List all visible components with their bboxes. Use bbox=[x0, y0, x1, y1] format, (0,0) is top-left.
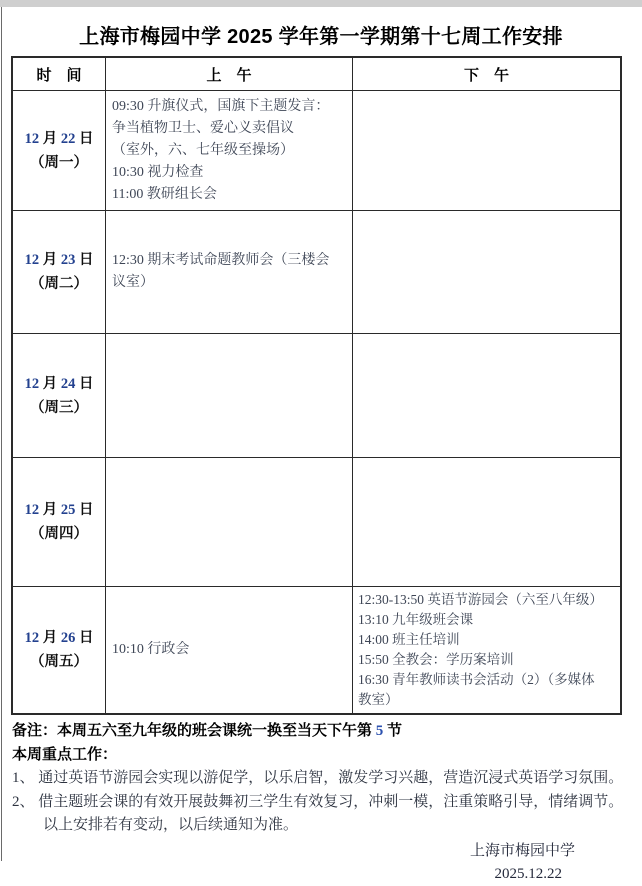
date-day-number: 23 bbox=[60, 252, 76, 268]
remark-text: 备注：本周五六至九年级的班会课统一换至当天下午第 bbox=[12, 723, 376, 739]
header-time: 时 间 bbox=[13, 58, 106, 90]
date-month-label: 月 bbox=[39, 130, 61, 147]
table-row-dec23 bbox=[13, 211, 620, 334]
date-text bbox=[25, 498, 94, 522]
weekday-text: （周五） bbox=[30, 654, 88, 670]
date-day-label: 日 bbox=[75, 502, 94, 518]
date-month-label: 月 bbox=[39, 375, 61, 392]
weekday-text: （周三） bbox=[30, 399, 88, 416]
schedule-line: 16:30 青年教师读书会活动（2）（多媒体 bbox=[358, 672, 595, 687]
schedule-line: 11:00 教研组长会 bbox=[112, 186, 217, 202]
morning-cell-dec25 bbox=[106, 458, 353, 586]
remark-suffix: 节 bbox=[383, 723, 403, 739]
date-month-number: 12 bbox=[24, 252, 40, 268]
table-row-dec22 bbox=[13, 91, 620, 211]
issue-date: 2025.12.22 bbox=[494, 865, 562, 882]
date-month-number: 12 bbox=[24, 375, 40, 392]
weekday-text: （周一） bbox=[30, 154, 88, 171]
focus-item-2: 2、 借主题班会课的有效开展鼓舞初三学生有效复习，冲刺一模，注重策略引导，情绪调节。 bbox=[12, 793, 624, 810]
focus-item-1: 1、 通过英语节游园会实现以游促学，以乐启智，激发学习兴趣，营造沉浸式英语学习氛围。 bbox=[12, 770, 624, 786]
date-cell-dec22 bbox=[13, 91, 106, 210]
afternoon-cell-dec26 bbox=[353, 587, 620, 713]
schedule-line: 议室） bbox=[112, 275, 154, 290]
date-cell-dec24 bbox=[13, 334, 106, 457]
schedule-table bbox=[11, 56, 622, 715]
schedule-line: 10:10 行政会 bbox=[112, 642, 190, 657]
remark-line bbox=[12, 720, 642, 744]
morning-cell-dec24 bbox=[106, 334, 353, 457]
date-cell-dec26 bbox=[13, 587, 106, 713]
afternoon-cell-dec22 bbox=[353, 91, 620, 210]
date-day-number: 22 bbox=[60, 130, 76, 147]
page-title: 上海市梅园中学 2025 学年第一学期第十七周工作安排 bbox=[79, 26, 563, 48]
date-cell-dec23 bbox=[13, 211, 106, 333]
date-day-number: 25 bbox=[60, 502, 76, 518]
afternoon-cell-dec25 bbox=[353, 458, 620, 586]
date-month-label: 月 bbox=[39, 252, 61, 268]
schedule-line: 13:10 九年级班会课 bbox=[358, 612, 474, 627]
schedule-line: 09:30 升旗仪式，国旗下主题发言： bbox=[112, 98, 330, 114]
date-cell-dec25 bbox=[13, 458, 106, 586]
date-month-label: 月 bbox=[39, 502, 61, 518]
date-text bbox=[25, 626, 94, 650]
notes-section bbox=[12, 720, 642, 838]
table-header-row bbox=[13, 58, 620, 91]
schedule-line: 14:00 班主任培训 bbox=[358, 632, 460, 647]
date-text bbox=[25, 248, 94, 272]
date-day-label: 日 bbox=[75, 375, 94, 392]
date-day-label: 日 bbox=[75, 630, 94, 646]
focus-title: 本周重点工作： bbox=[12, 746, 118, 763]
afternoon-cell-dec23 bbox=[353, 211, 620, 333]
signature-block bbox=[0, 840, 642, 886]
schedule-line: （室外，六、七年级至操场） bbox=[112, 142, 294, 158]
date-day-label: 日 bbox=[75, 130, 94, 147]
morning-cell-dec26 bbox=[106, 587, 353, 713]
schedule-line: 争当植物卫士、爱心义卖倡议 bbox=[112, 120, 294, 136]
header-afternoon: 下 午 bbox=[463, 67, 509, 84]
header-morning: 上 午 bbox=[106, 58, 353, 90]
weekday-text: （周四） bbox=[30, 526, 88, 542]
weekday-text: （周二） bbox=[30, 276, 88, 292]
morning-cell-dec23 bbox=[106, 211, 353, 333]
schedule-line: 10:30 视力检查 bbox=[112, 164, 204, 180]
date-month-label: 月 bbox=[39, 630, 61, 646]
date-text bbox=[25, 127, 94, 151]
date-day-number: 26 bbox=[60, 630, 76, 646]
school-name: 上海市梅园中学 bbox=[469, 842, 575, 859]
schedule-line: 教室） bbox=[358, 692, 399, 707]
table-row-dec26 bbox=[13, 587, 620, 713]
afternoon-cell-dec24 bbox=[353, 334, 620, 457]
page-left-edge bbox=[1, 7, 2, 861]
page-top-edge bbox=[0, 0, 642, 7]
date-month-number: 12 bbox=[24, 130, 40, 147]
schedule-line: 12:30 期末考试命题教师会（三楼会 bbox=[112, 253, 330, 268]
remark-period-number: 5 bbox=[375, 723, 384, 739]
date-month-number: 12 bbox=[24, 502, 40, 518]
date-day-number: 24 bbox=[60, 375, 76, 392]
closing-line: 以上安排若有变动，以后续通知为准。 bbox=[43, 817, 299, 833]
morning-cell-dec22 bbox=[106, 91, 353, 210]
date-day-label: 日 bbox=[75, 252, 94, 268]
table-row-dec24 bbox=[13, 334, 620, 458]
table-row-dec25 bbox=[13, 458, 620, 587]
schedule-line: 12:30-13:50 英语节游园会（六至八年级） bbox=[358, 592, 603, 607]
schedule-line: 15:50 全教会：学历案培训 bbox=[358, 652, 514, 667]
date-month-number: 12 bbox=[24, 630, 40, 646]
date-text bbox=[25, 372, 94, 396]
